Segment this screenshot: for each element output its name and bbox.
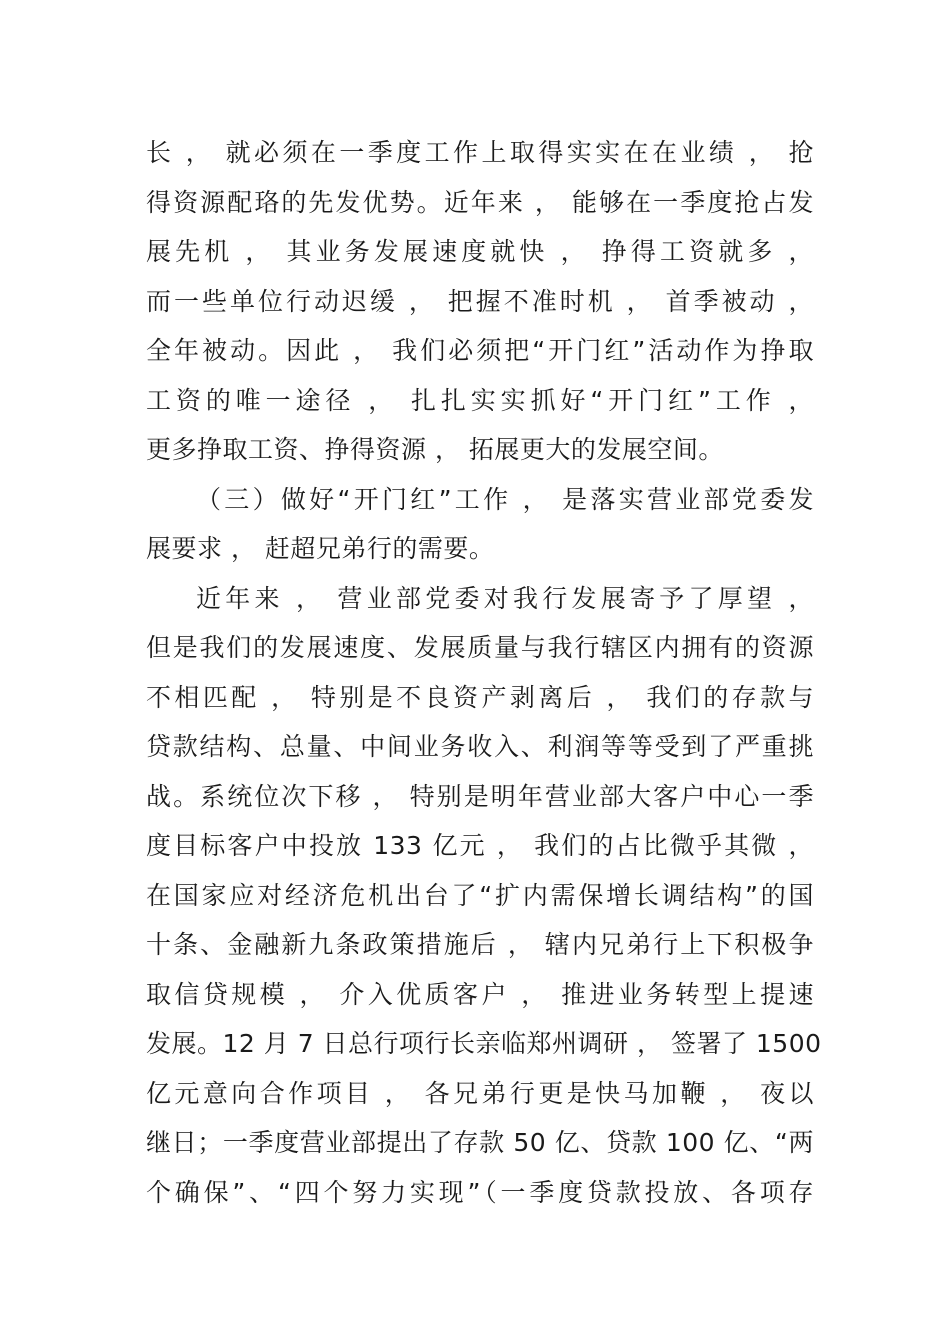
text-line: 取信贷规模 ， 介入优质客户 ， 推进业务转型上提速 <box>146 979 814 1009</box>
text-line: 战。系统位次下移 ， 特别是明年营业部大客户中心一季 <box>146 781 814 811</box>
text-line: 发展。12 月 7 日总行项行长亲临郑州调研 ， 签署了 1500 <box>146 1029 822 1058</box>
text-line: 十条、金融新九条政策措施后 ， 辖内兄弟行上下积极争 <box>146 930 814 959</box>
text-line: 在国家应对经济危机出台了“扩内需保增长调结构”的国 <box>146 880 814 910</box>
text-line: 工资的唯一途径 ， 扎扎实实抓好“开门红”工作 ， <box>146 385 814 415</box>
text-line: 但是我们的发展速度、发展质量与我行辖区内拥有的资源 <box>146 633 814 662</box>
text-line: 近年来 ， 营业部党委对我行发展寄予了厚望 ， <box>196 583 814 613</box>
text-line: 更多挣取工资、挣得资源 ， 拓展更大的发展空间。 <box>146 435 724 464</box>
text-line: 而一些单位行动迟缓 ， 把握不准时机 ， 首季被动 ， <box>146 286 814 316</box>
text-line: 全年被动。因此 ， 我们必须把“开门红”活动作为挣取 <box>146 336 814 365</box>
section-heading-line: （三）做好“开门红”工作 ， 是落实营业部党委发 <box>196 484 814 514</box>
section-heading-line: 展要求 ， 赶超兄弟行的需要。 <box>146 534 495 563</box>
body-text <box>146 128 822 1217</box>
text-line: 亿元意向合作项目 ， 各兄弟行更是快马加鞭 ， 夜以 <box>146 1078 814 1108</box>
text-line: 度目标客户中投放 133 亿元 ， 我们的占比微乎其微 ， <box>146 831 814 860</box>
text-line: 得资源配珞的先发优势。近年来 ， 能够在一季度抢占发 <box>146 187 814 217</box>
text-line: 个确保”、“四个努力实现”（一季度贷款投放、各项存 <box>146 1177 814 1207</box>
text-line: 长 ， 就必须在一季度工作上取得实实在在业绩 ， 抢 <box>146 138 814 167</box>
text-line: 展先机 ， 其业务发展速度就快 ， 挣得工资就多 ， <box>146 237 814 266</box>
text-line: 继日；一季度营业部提出了存款 50 亿、贷款 100 亿、“两 <box>146 1128 814 1157</box>
text-line: 不相匹配 ， 特别是不良资产剥离后 ， 我们的存款与 <box>146 682 814 712</box>
text-line: 贷款结构、总量、中间业务收入、利润等等受到了严重挑 <box>146 732 814 761</box>
